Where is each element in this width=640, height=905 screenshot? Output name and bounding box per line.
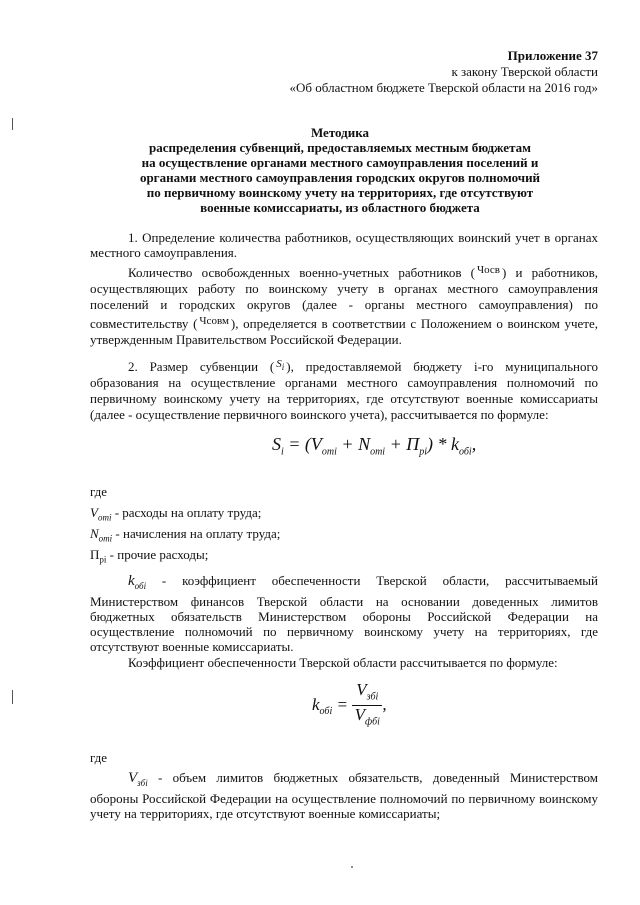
paragraph-coef-formula-intro: Коэффициент обеспеченности Тверской области рассчитывается по формуле: — [128, 655, 558, 670]
def-p: $П_{pi}$ - прочие расходы; — [90, 547, 209, 565]
paragraph-2: 2. Размер субвенции ( $^{S_i}$ ), предоставляемой бюджету i-го муниципального образования на осуществление органами местного самоуправления полномочий по первичному воинскому учету на территориях, где отсутствуют военные комиссариаты (далее - осуществление первичного воинского учета), рассчитывается по формуле: — [90, 358, 599, 423]
appendix-law: к закону Тверской области — [451, 64, 598, 79]
document-title: Методика распределения субвенций, предоставляемых местным бюджетам на осуществление органами местного самоуправления поселений и органами местного самоуправления городских округов полномочий по первичному воинскому учету на территориях, где отсутствуют военные комиссариаты, из областного бюджета — [139, 125, 541, 215]
formula-coefficient: $k_{обi}$ = $\frac{V_{збi}}{V_{фбi}}$ , — [312, 680, 387, 728]
scan-artifact — [12, 118, 13, 130]
paragraph-coef: $k_{обi}$ - коэффициент обеспеченности Тверской области, рассчитываемый Министерством финансов Тверской области на основании доведенных лимитов бюджетных обязательств Министерством обороны Российской Федерации на осуществление полномочий по первичному воинскому учету на территориях, где отсутствуют военные комиссариаты. — [90, 573, 598, 654]
appendix-number: Приложение 37 — [507, 48, 598, 63]
def-v: $V_{отi}$ - расходы на оплату труда; — [90, 505, 262, 523]
where-label-2: где — [90, 750, 108, 765]
symbol-chsovm: Чсовм — [199, 315, 229, 327]
symbol-si: Si — [276, 358, 285, 373]
formula-subvention: $S_i = (V_{omi} + N_{omi} + П_{pi}) * k_{обi}$, — [272, 434, 477, 458]
scan-artifact — [12, 690, 13, 704]
paragraph-count: Количество освобожденных военно-учетных работников ( $^{Чосв}$ ) и работников, осуществляющих работу по воинскому учету в органах местного самоуправления поселений и городских округов (далее - органы местного самоуправления) по совместительству ( $^{Чсовм}$ ), определяется в соответствии с Положением о воинском учете, утвержденным Правительством Российской Федерации. — [90, 264, 599, 347]
where-label: где — [90, 484, 108, 499]
appendix-header — [290, 48, 598, 96]
appendix-law-title: «Об областном бюджете Тверской области на 2016 год» — [289, 80, 598, 95]
paragraph-vzb: $V_{збi}$ - объем лимитов бюджетных обязательств, доведенный Министерством обороны Российской Федерации на осуществление полномочий по первичному воинскому учету на территориях, где отсутствуют военные комиссариаты; — [90, 770, 599, 821]
symbol-chosv: Чосв — [476, 264, 500, 276]
paragraph-1: 1. Определение количества работников, осуществляющих воинский учет в органах местного самоуправления. — [90, 230, 598, 260]
def-n: $N_{отi}$ - начисления на оплату труда; — [90, 526, 281, 544]
scan-dot — [351, 866, 353, 868]
